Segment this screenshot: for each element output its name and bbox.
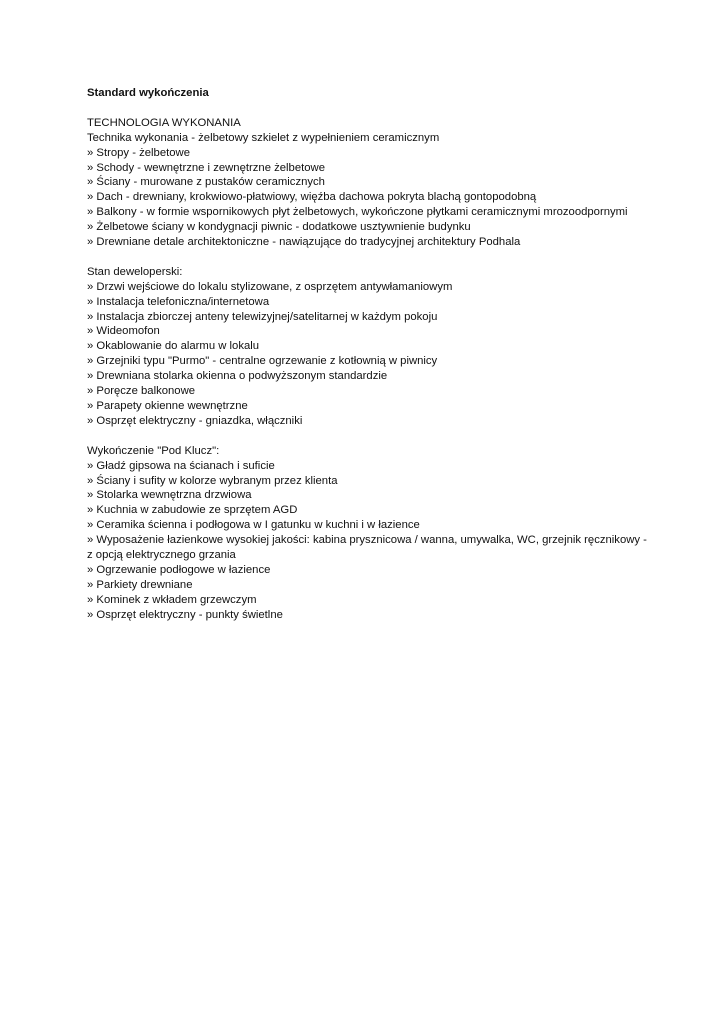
list-item-continuation: z opcją elektrycznego grzania	[87, 549, 236, 562]
section-heading: TECHNOLOGIA WYKONANIA	[87, 116, 241, 129]
list-item: » Grzejniki typu "Purmo" - centralne ogrzewanie z kotłownią w piwnicy	[87, 355, 438, 368]
list-item: » Wyposażenie łazienkowe wysokiej jakości: kabina prysznicowa / wanna, umywalka, WC, grzejnik ręcznikowy -	[87, 534, 647, 547]
list-item: » Kominek z wkładem grzewczym	[87, 593, 257, 606]
list-item: » Wideomofon	[87, 325, 160, 338]
list-item: » Schody - wewnętrzne i zewnętrzne żelbetowe	[87, 161, 325, 174]
list-item: » Ceramika ścienna i podłogowa w I gatunku w kuchni i w łazience	[87, 519, 420, 532]
document-page	[87, 86, 707, 637]
section-technology	[87, 116, 707, 250]
list-item: » Gładź gipsowa na ścianach i suficie	[87, 459, 275, 472]
list-item: » Stolarka wewnętrzna drzwiowa	[87, 489, 252, 502]
list-item: » Instalacja telefoniczna/internetowa	[87, 295, 270, 308]
section-turnkey	[87, 444, 707, 623]
document-title: Standard wykończenia	[87, 87, 209, 99]
list-item: » Ściany i sufity w kolorze wybranym przez klienta	[87, 474, 338, 487]
list-item: » Drewniana stolarka okienna o podwyższonym standardzie	[87, 370, 388, 383]
list-item: » Żelbetowe ściany w kondygnacji piwnic - dodatkowe usztywnienie budynku	[87, 221, 471, 234]
list-item: » Kuchnia w zabudowie ze sprzętem AGD	[87, 504, 298, 517]
list-item: » Poręcze balkonowe	[87, 385, 196, 398]
list-item: » Okablowanie do alarmu w lokalu	[87, 340, 260, 353]
list-item: » Instalacja zbiorczej anteny telewizyjnej/satelitarnej w każdym pokoju	[87, 310, 438, 323]
list-item: » Balkony - w formie wspornikowych płyt żelbetowych, wykończone płytkami ceramicznymi mrozoodpornymi	[87, 206, 628, 219]
list-item: » Stropy - żelbetowe	[87, 146, 190, 159]
list-item: » Osprzęt elektryczny - gniazdka, włączniki	[87, 414, 303, 427]
section-heading: Stan deweloperski:	[87, 265, 183, 278]
list-item: » Ściany - murowane z pustaków ceramicznych	[87, 176, 325, 189]
list-item: Technika wykonania - żelbetowy szkielet z wypełnieniem ceramicznym	[87, 131, 440, 144]
section-heading: Wykończenie "Pod Klucz":	[87, 444, 220, 457]
list-item: » Osprzęt elektryczny - punkty świetlne	[87, 608, 283, 621]
list-item: » Parkiety drewniane	[87, 578, 193, 591]
list-item: » Dach - drewniany, krokwiowo-płatwiowy, więźba dachowa pokryta blachą gontopodobną	[87, 191, 537, 204]
list-item: » Ogrzewanie podłogowe w łazience	[87, 563, 271, 576]
section-developer-state	[87, 265, 707, 429]
list-item: » Parapety okienne wewnętrzne	[87, 399, 248, 412]
list-item: » Drewniane detale architektoniczne - nawiązujące do tradycyjnej architektury Podhala	[87, 236, 521, 249]
list-item: » Drzwi wejściowe do lokalu stylizowane, z osprzętem antywłamaniowym	[87, 280, 453, 293]
